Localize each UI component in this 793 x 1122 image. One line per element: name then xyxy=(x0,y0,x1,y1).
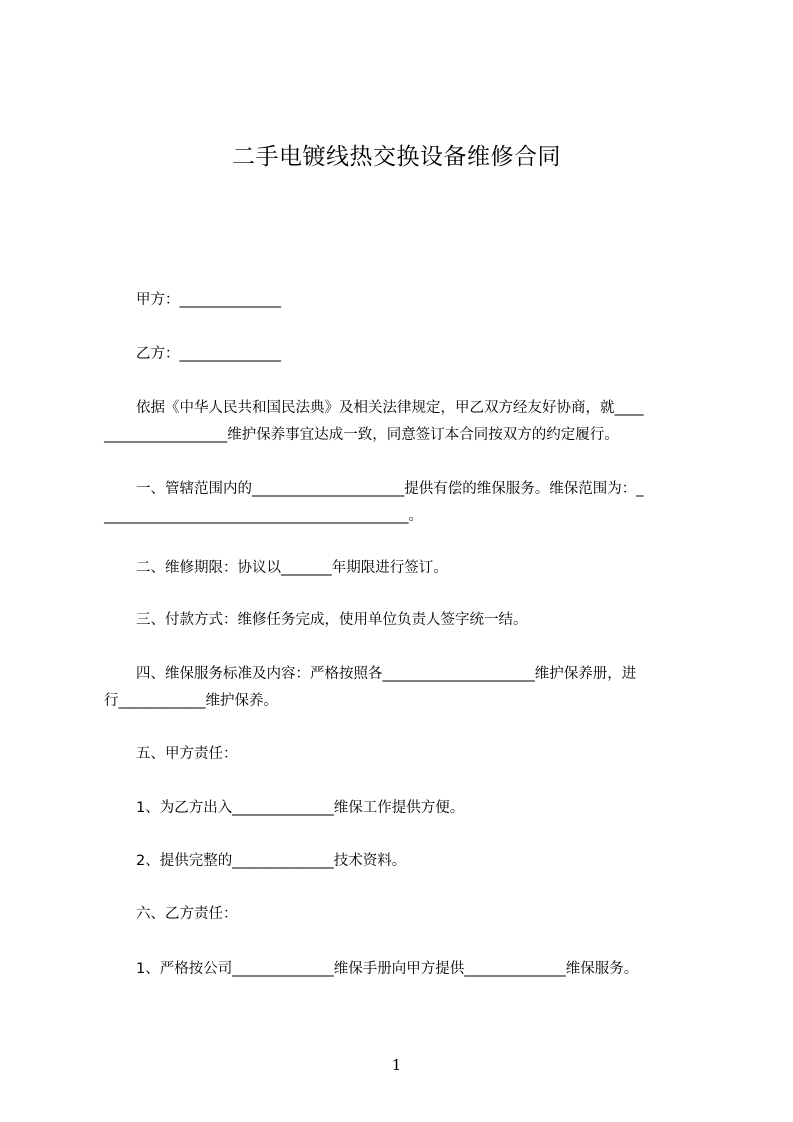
clause-3-line: 三、付款方式：维修任务完成，使用单位负责人签字统一结。 xyxy=(136,612,528,628)
clause-4-line-1: 四、维保服务标准及内容：严格按照各_____________________维护保养册，进 xyxy=(136,666,637,682)
party-a-line: 甲方：______________ xyxy=(136,292,281,308)
clause-5-item-1: 1、为乙方出入______________维保工作提供方便。 xyxy=(136,800,465,816)
preamble-line-2: _________________维护保养事宜达成一致，同意签订本合同按双方的约定履行。 xyxy=(104,427,619,443)
preamble-line-1: 依据《中华人民共和国民法典》及相关法律规定，甲乙双方经友好协商，就____ xyxy=(136,400,644,416)
clause-4-line-2: 行____________维护保养。 xyxy=(104,693,278,709)
clause-5-item-2: 2、提供完整的______________技术资料。 xyxy=(136,853,407,869)
clause-2-line: 二、维修期限：协议以_______年期限进行签订。 xyxy=(136,560,448,576)
clause-1-line-1: 一、管辖范围内的_____________________提供有偿的维保服务。维保范围为：_ xyxy=(136,481,644,497)
clause-1-line-2: __________________________________________。 xyxy=(104,508,423,524)
page-number: 1 xyxy=(391,1056,402,1074)
clause-6-item-1: 1、严格按公司______________维保手册向甲方提供______________维保服务。 xyxy=(136,961,639,977)
clause-5-heading: 五、甲方责任： xyxy=(136,746,238,762)
party-b-line: 乙方：______________ xyxy=(136,346,281,362)
clause-6-heading: 六、乙方责任： xyxy=(136,906,238,922)
document-title: 二手电镀线热交换设备维修合同 xyxy=(232,144,561,170)
